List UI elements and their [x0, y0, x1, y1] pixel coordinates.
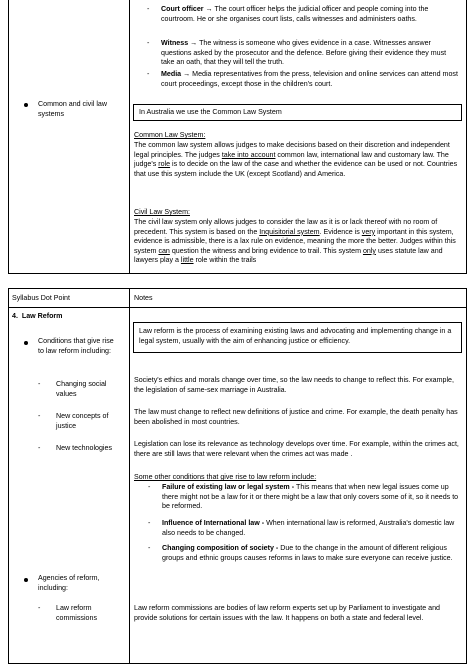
bullet-icon: [24, 578, 28, 582]
bottom-table-bottom-border: [8, 663, 467, 664]
para-social-values: Society's ethics and morals change over time, so the law needs to change to reflect this. For example, the legislation of same-sex marriage in Australia.: [134, 376, 454, 394]
header-notes: Notes: [134, 294, 153, 302]
civil-law-heading: Civil Law System:: [134, 208, 190, 216]
common-law-text: The common law system allows judges to make decisions based on their discretion and independent legal principles. The judges take into account common law, international law and customary law. The judge's role is to decide on the law of the case and whether the evidence can be used or not. Countries that use this system include the UK (except Scotland) and America.: [134, 141, 458, 178]
para-commissions: Law reform commissions are bodies of law reform experts set up by Parliament to investigate and provide solutions for certain issues with the law. It happens on both a state and federal level.: [134, 604, 440, 622]
other-condition-failure: - Failure of existing law or legal system - This means that when new legal issues come up there might not be a law for it or there might be a law that only covers some of it, so it needs to be reformed.: [148, 483, 459, 511]
left-conditions: Conditions that give rise to law reform including:: [38, 337, 114, 355]
role-court-officer: Court officer → The court officer helps the judicial officer and people coming into the courtroom. He or she organises court lists, calls witnesses and administers oaths.: [161, 5, 429, 23]
role-media: Media → Media representatives from the press, television and online services can attend most court proceedings, except those in the children's court.: [161, 70, 458, 88]
bottom-table-top-border: [8, 288, 467, 289]
left-agencies: Agencies of reform, including:: [38, 574, 100, 592]
para-justice: The law must change to reflect new definitions of justice and crime. For example, the death penalty has been abolished in most countries.: [134, 408, 458, 426]
other-condition-international: - Influence of International law - When international law is reformed, Australia's domestic law also needs to be changed.: [148, 519, 455, 537]
role-witness: Witness → The witness is someone who gives evidence in a case. Witnesses answer questions asked by the prosecutor and the defence. Before giving their evidence they must take an oath, that they will tell the truth.: [161, 39, 447, 67]
civil-law-text: The civil law system only allows judges to consider the law as it is or lack thereof with no room of precedent. This system is based on the Inquisitorial system. Evidence is very important in this system, evidence is admissible, there is a lax rule on evidence, meaning the more the better. Judges within this system can question the witness and bring evidence to trail. This system only uses statute law and lawyers play a little role within the trails: [134, 218, 456, 265]
top-table-divider: [129, 0, 130, 274]
law-reform-definition-box: Law reform is the process of examining existing laws and advocating and implementing change in a legal system, usually with the aim of enhancing justice or efficiency.: [133, 322, 462, 353]
bullet-icon: [24, 341, 28, 345]
top-table-right-border: [466, 0, 467, 274]
bullet-icon: [24, 103, 28, 107]
top-table-left-border: [8, 0, 9, 274]
common-law-heading: Common Law System:: [134, 131, 206, 139]
section-title: 4. Law Reform: [12, 312, 63, 320]
top-table-bottom-border: [8, 273, 467, 274]
bottom-table-right-border: [466, 288, 467, 664]
left-item-common-civil: Common and civil law systems: [38, 100, 107, 118]
bottom-table-header-border: [8, 307, 467, 308]
para-technology: Legislation can lose its relevance as technology develops over time. For example, within the crimes act, there are still laws that were relevant when the crimes act was made .: [134, 440, 459, 458]
other-condition-composition: - Changing composition of society - Due to the change in the amount of different religious groups and ethnic groups causes reforms in laws to make sure everyone can receive justice.: [148, 544, 453, 562]
australia-law-box: In Australia we use the Common Law System: [133, 104, 462, 121]
header-syllabus: Syllabus Dot Point: [12, 294, 70, 302]
other-conditions-heading: Some other conditions that give rise to law reform include:: [134, 473, 317, 481]
bottom-table-left-border: [8, 288, 9, 664]
bottom-table-divider: [129, 288, 130, 664]
